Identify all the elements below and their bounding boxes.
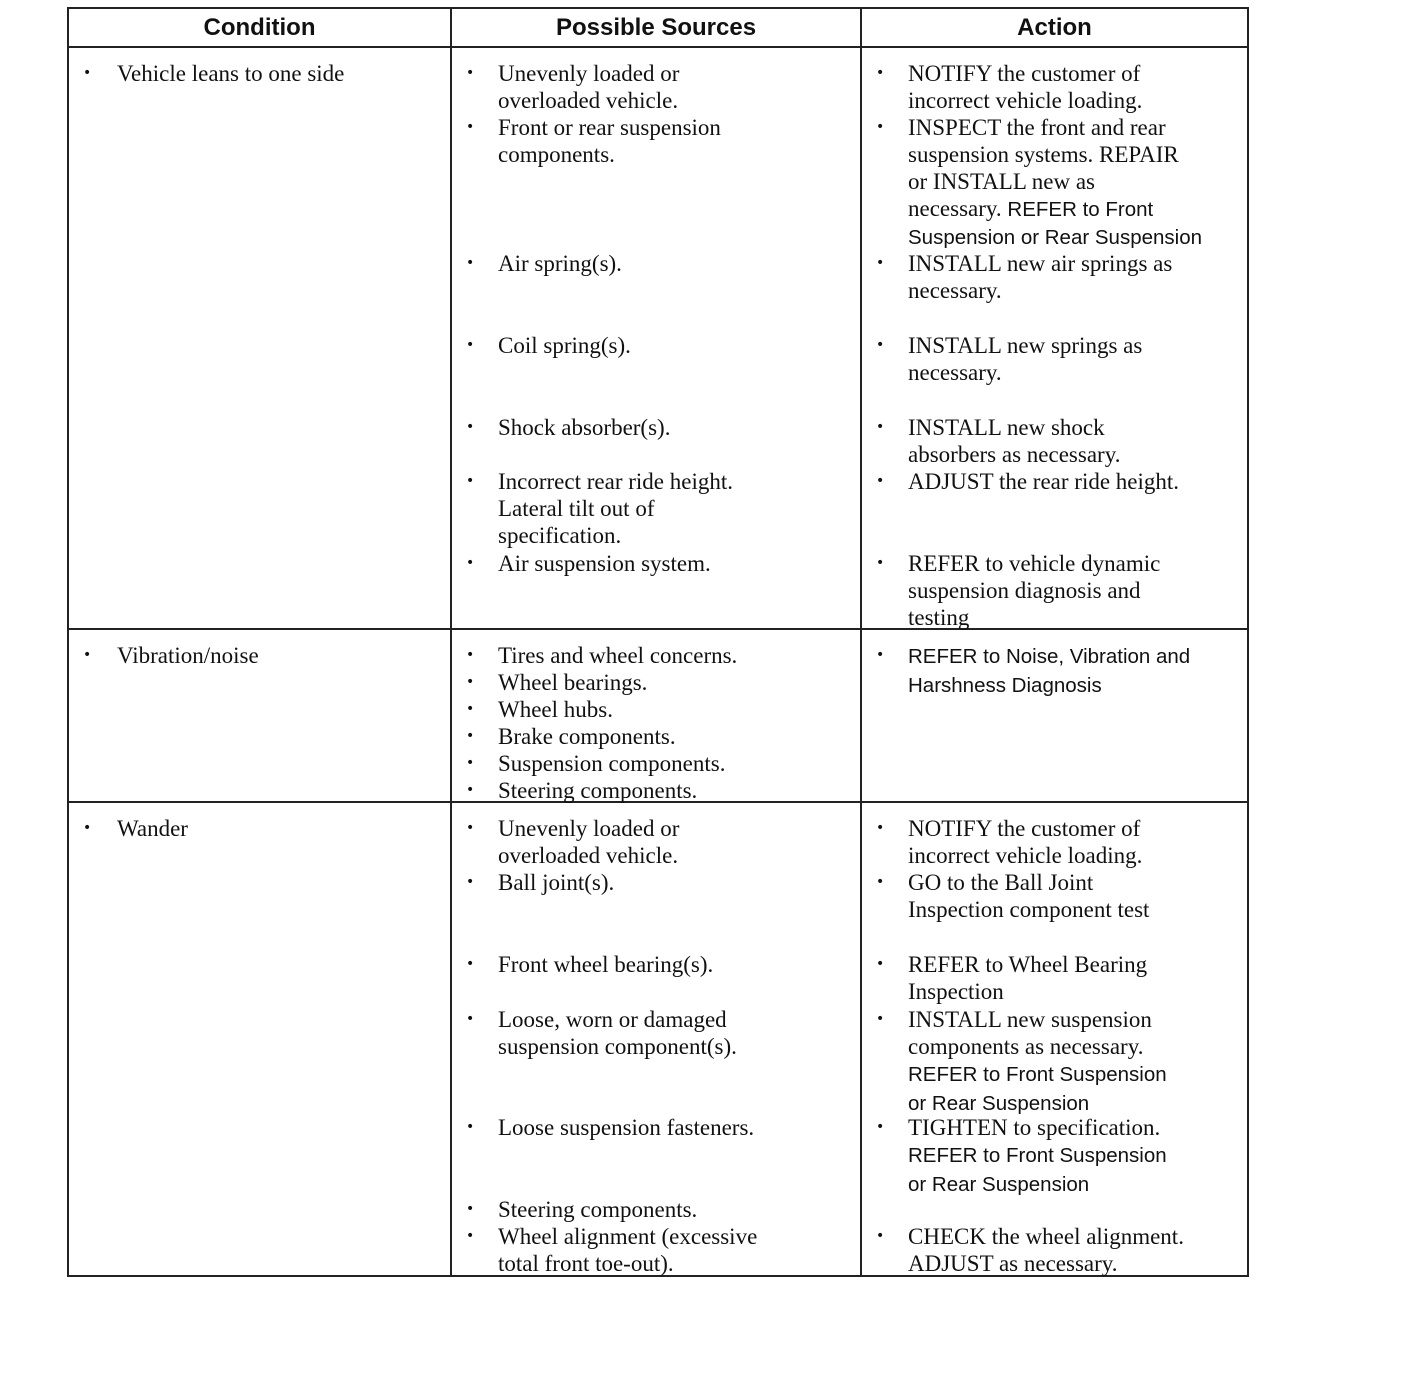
bullet-icon: • <box>466 555 475 571</box>
source-item <box>452 777 856 804</box>
source-text: Unevenly loaded or <box>498 61 680 86</box>
bullet-icon: • <box>466 119 475 135</box>
action-item <box>862 1006 1243 1118</box>
actions-cell <box>861 629 1248 802</box>
source-item <box>452 1223 856 1277</box>
action-text: suspension systems. REPAIR <box>908 142 1179 167</box>
action-text: ADJUST as necessary. <box>908 1251 1118 1276</box>
reference-text: REFER to Front <box>1007 198 1154 221</box>
source-item <box>452 750 856 777</box>
source-text: Front or rear suspension <box>498 115 721 140</box>
source-text: Loose, worn or damaged <box>498 1007 727 1032</box>
sources-cell <box>451 802 861 1276</box>
bullet-icon: • <box>466 1119 475 1135</box>
source-item <box>452 332 856 359</box>
action-item <box>862 468 1243 495</box>
bullet-icon: • <box>466 1228 475 1244</box>
action-item <box>862 60 1243 114</box>
action-item <box>862 642 1243 700</box>
source-text: Steering components. <box>498 1197 698 1222</box>
source-text: Wheel bearings. <box>498 670 648 695</box>
bullet-icon: • <box>466 956 475 972</box>
source-text: Incorrect rear ride height. <box>498 469 733 494</box>
action-text: NOTIFY the customer of <box>908 816 1141 841</box>
sources-cell <box>451 47 861 629</box>
source-item <box>452 414 856 441</box>
bullet-icon: • <box>466 419 475 435</box>
source-item <box>452 669 856 696</box>
source-item <box>452 951 856 978</box>
action-text: incorrect vehicle loading. <box>908 843 1143 868</box>
source-text: overloaded vehicle. <box>498 843 679 868</box>
source-item <box>452 696 856 723</box>
source-text: Shock absorber(s). <box>498 415 671 440</box>
source-text: Wheel hubs. <box>498 697 613 722</box>
bullet-icon: • <box>466 874 475 890</box>
bullet-icon: • <box>466 782 475 798</box>
bullet-icon: • <box>83 820 92 836</box>
sources-cell <box>451 629 861 802</box>
condition-item <box>69 815 446 842</box>
bullet-icon: • <box>876 1228 885 1244</box>
header-action: Action <box>861 8 1248 47</box>
bullet-icon: • <box>876 337 885 353</box>
action-text: ADJUST the rear ride height. <box>908 469 1180 494</box>
bullet-icon: • <box>466 255 475 271</box>
table-row <box>68 47 1248 629</box>
source-text: Loose suspension fasteners. <box>498 1115 755 1140</box>
condition-cell <box>68 629 451 802</box>
action-text: INSTALL new springs as <box>908 333 1143 358</box>
action-item <box>862 332 1243 386</box>
bullet-icon: • <box>466 647 475 663</box>
source-item <box>452 642 856 669</box>
action-text: necessary. <box>908 360 1002 385</box>
source-text: total front toe-out). <box>498 1251 674 1276</box>
bullet-icon: • <box>466 755 475 771</box>
action-text: GO to the Ball Joint <box>908 870 1094 895</box>
header-row <box>68 8 1248 47</box>
source-item <box>452 815 856 869</box>
reference-text: Harshness Diagnosis <box>908 674 1102 697</box>
action-item <box>862 815 1243 869</box>
source-item <box>452 468 856 549</box>
bullet-icon: • <box>466 820 475 836</box>
bullet-icon: • <box>876 874 885 890</box>
action-text: Inspection <box>908 979 1004 1004</box>
action-item <box>862 414 1243 468</box>
action-text: components as necessary. <box>908 1034 1144 1059</box>
reference-text: REFER to Front Suspension <box>908 1144 1167 1167</box>
bullet-icon: • <box>876 473 885 489</box>
action-item <box>862 550 1243 631</box>
action-text: suspension diagnosis and <box>908 578 1141 603</box>
reference-text: or Rear Suspension <box>908 1173 1090 1196</box>
action-text: REFER to Wheel Bearing <box>908 952 1148 977</box>
action-line <box>908 195 1243 223</box>
table-row <box>68 629 1248 802</box>
source-text: Steering components. <box>498 778 698 803</box>
actions-cell <box>861 802 1248 1276</box>
bullet-icon: • <box>466 728 475 744</box>
action-text: INSTALL new suspension <box>908 1007 1152 1032</box>
bullet-icon: • <box>466 337 475 353</box>
source-item <box>452 114 856 168</box>
source-item <box>452 1114 856 1141</box>
diagnosis-table <box>67 7 1249 1277</box>
source-text: Front wheel bearing(s). <box>498 952 714 977</box>
action-item <box>862 250 1243 304</box>
condition-item <box>69 642 446 669</box>
condition-item <box>69 60 446 87</box>
condition-cell <box>68 802 451 1276</box>
table-row <box>68 802 1248 1276</box>
action-item <box>862 869 1243 923</box>
action-text: absorbers as necessary. <box>908 442 1121 467</box>
source-text: Ball joint(s). <box>498 870 615 895</box>
source-text: Wheel alignment (excessive <box>498 1224 758 1249</box>
source-text: Lateral tilt out of <box>498 496 655 521</box>
header-condition: Condition <box>68 8 451 47</box>
bullet-icon: • <box>876 255 885 271</box>
source-text: suspension component(s). <box>498 1034 737 1059</box>
source-item <box>452 869 856 896</box>
bullet-icon: • <box>466 1201 475 1217</box>
reference-text: REFER to Noise, Vibration and <box>908 645 1191 668</box>
bullet-icon: • <box>83 65 92 81</box>
source-item <box>452 60 856 114</box>
action-text: INSTALL new shock <box>908 415 1105 440</box>
source-text: Brake components. <box>498 724 676 749</box>
action-text: TIGHTEN to specification. <box>908 1115 1161 1140</box>
bullet-icon: • <box>466 701 475 717</box>
action-text: REFER to vehicle dynamic <box>908 551 1161 576</box>
action-text: INSTALL new air springs as <box>908 251 1173 276</box>
action-text: incorrect vehicle loading. <box>908 88 1143 113</box>
source-item <box>452 723 856 750</box>
action-text: or INSTALL new as <box>908 169 1096 194</box>
reference-text: or Rear Suspension <box>908 1092 1090 1115</box>
action-text: NOTIFY the customer of <box>908 61 1141 86</box>
bullet-icon: • <box>466 65 475 81</box>
source-text: Tires and wheel concerns. <box>498 643 738 668</box>
bullet-icon: • <box>876 555 885 571</box>
source-item <box>452 550 856 577</box>
bullet-icon: • <box>876 65 885 81</box>
bullet-icon: • <box>466 674 475 690</box>
bullet-icon: • <box>876 1011 885 1027</box>
source-text: overloaded vehicle. <box>498 88 679 113</box>
action-item <box>862 951 1243 1005</box>
source-text: Unevenly loaded or <box>498 816 680 841</box>
action-text: Inspection component test <box>908 897 1150 922</box>
bullet-icon: • <box>876 119 885 135</box>
bullet-icon: • <box>876 1119 885 1135</box>
source-text: specification. <box>498 523 622 548</box>
reference-text: Suspension or Rear Suspension <box>908 226 1203 249</box>
condition-cell <box>68 47 451 629</box>
source-item <box>452 250 856 277</box>
source-text: Suspension components. <box>498 751 726 776</box>
source-text: Air spring(s). <box>498 251 622 276</box>
action-text: necessary. <box>908 196 1008 221</box>
action-text: CHECK the wheel alignment. <box>908 1224 1184 1249</box>
bullet-icon: • <box>876 956 885 972</box>
reference-text: REFER to Front Suspension <box>908 1063 1167 1086</box>
bullet-icon: • <box>466 473 475 489</box>
bullet-icon: • <box>876 647 885 663</box>
bullet-icon: • <box>466 1011 475 1027</box>
condition-text: Vehicle leans to one side <box>117 61 345 86</box>
action-item <box>862 1223 1243 1277</box>
bullet-icon: • <box>83 647 92 663</box>
action-text: testing <box>908 605 970 630</box>
actions-cell <box>861 47 1248 629</box>
source-item <box>452 1006 856 1060</box>
source-text: Air suspension system. <box>498 551 711 576</box>
action-text: INSPECT the front and rear <box>908 115 1166 140</box>
source-text: Coil spring(s). <box>498 333 631 358</box>
condition-text: Vibration/noise <box>117 643 259 668</box>
header-possible-sources: Possible Sources <box>451 8 861 47</box>
condition-text: Wander <box>117 816 188 841</box>
bullet-icon: • <box>876 820 885 836</box>
action-item <box>862 1114 1243 1199</box>
action-text: necessary. <box>908 278 1002 303</box>
bullet-icon: • <box>876 419 885 435</box>
action-item <box>862 114 1243 252</box>
source-text: components. <box>498 142 615 167</box>
source-item <box>452 1196 856 1223</box>
